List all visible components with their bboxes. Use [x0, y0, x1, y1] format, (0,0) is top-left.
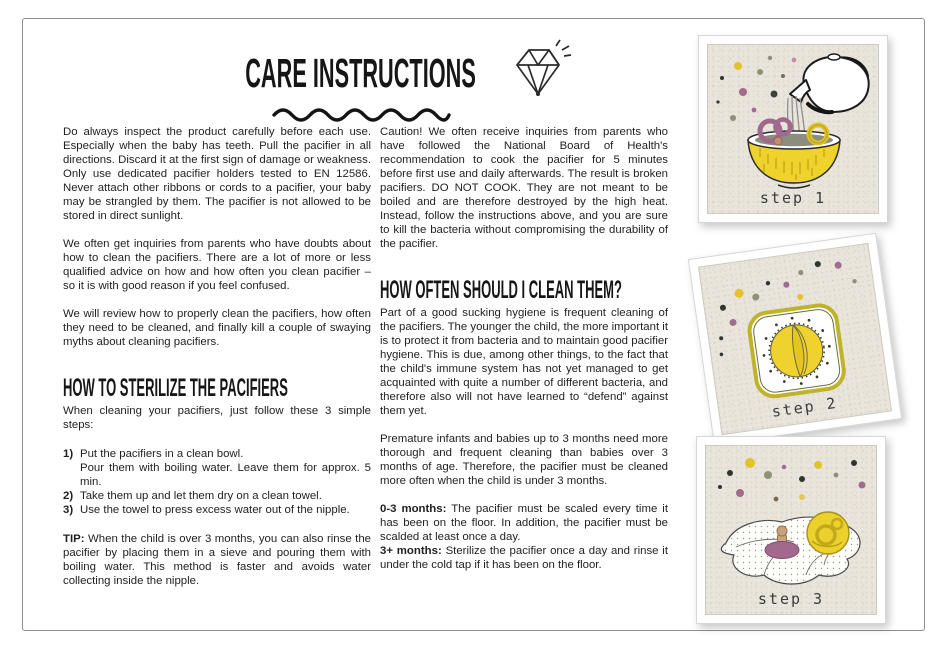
kettle [790, 54, 869, 112]
middle-column [380, 125, 668, 572]
list-item: 3) Use the towel to press excess water out of the nipple. [63, 504, 350, 516]
list-item: 2) Take them up and let them dry on a clean towel. [63, 490, 322, 502]
section-heading-sterilize: HOW TO STERILIZE THE PACIFIERS [63, 374, 288, 402]
sterilize-steps-list [63, 447, 371, 517]
confetti-dots [716, 56, 796, 126]
paragraph-review: We will review how to properly clean the pacifiers, how often they need to be cleaned, and finally kill a couple of swaying myths about cleaning pacifiers. [63, 308, 371, 348]
page-title: CARE INSTRUCTIONS [245, 50, 477, 96]
paragraph-premature: Premature infants and babies up to 3 months need more thorough and frequent cleaning than babies over 3 months of age. Therefore, the pacifier must be cleaned more often when the child is under 3 months. [380, 433, 668, 487]
guideline-3-plus-months: 3+ months: Sterilize the pacifier once a day and rinse it under the cold tap if it has been on the floor. [380, 545, 668, 571]
kitchen-timer [747, 303, 846, 398]
paragraph-inspect: Do always inspect the product carefully before each use. Especially when the baby has teeth. Pull the pacifier in all directions. Discard it at the first sign of damage or weakness. Only use dedicated pacifier holders tested to EN 12586. Never attach other ribbons or cords to a pacifier, your baby may be strangled by them. The pacifier is not allowed to be stored in direct sunlight. [63, 126, 371, 222]
step3-label: step 3 [757, 590, 825, 608]
step3-illustration [705, 445, 877, 615]
leaflet-page [22, 18, 925, 631]
step1-label: step 1 [759, 189, 827, 207]
tip-paragraph: TIP: When the child is over 3 months, you can also rinse the pacifier by placing them in a sieve and pouring them with boiling water. This method is faster and avoids water collecting inside the nipple. [63, 533, 371, 587]
squiggle-underline-icon [269, 103, 454, 123]
step2-label: step 2 [770, 393, 839, 421]
step2-illustration [698, 243, 892, 435]
pacifier-yellow [807, 512, 849, 554]
sterilize-intro: When cleaning your pacifiers, just follow these 3 simple steps: [63, 405, 371, 431]
paragraph-inquiries: We often get inquiries from parents who have doubts about how to clean the pacifiers. There are a lot of more or less qualified advice on how and how often you clean pacifier – so it is with good reason if you feel confused. [63, 238, 371, 292]
guideline-0-3-months: 0-3 months: The pacifier must be scaled every time it has been on the floor. In addition, the pacifier must be scalded at least once a day. [380, 503, 668, 543]
confetti-dots [718, 458, 866, 501]
step3-card [696, 436, 886, 624]
paragraph-caution: Caution! We often receive inquiries from parents who have followed the National Board of Health's recommendation to cook the pacifier for 5 minutes before first use and daily afterwards. The result is broken pacifiers. DO NOT COOK. They are not meant to be boiled and are therefore destroyed by the high heat. Instead, follow the instructions above, and you are sure to kill the bacteria without compromising the durability of the pacifier. [380, 126, 668, 250]
paragraph-hygiene: Part of a good sucking hygiene is frequent cleaning of the pacifiers. The younger the child, the more important it is to protect it from bacteria and to maintain good pacifier hygiene. This is due, among other things, to the fact that the child's immune system has not yet managed to get acquainted with quite a number of different bacteria, and therefore also will not have learned to “defend” against them yet. [380, 307, 668, 417]
list-item: 1) Put the pacifiers in a clean bowl. Pour them with boiling water. Leave them for approx. 5 min. [63, 448, 371, 488]
step1-illustration [707, 44, 879, 214]
towel-pacifiers-icon [706, 446, 876, 614]
left-column [63, 125, 371, 602]
section-heading-how-often: HOW OFTEN SHOULD I CLEAN THEM? [380, 276, 622, 304]
diamond-icon [506, 39, 572, 105]
kettle-bowl-icon [708, 45, 878, 213]
step1-card [698, 35, 888, 223]
step2-card [688, 233, 902, 446]
tip-label: TIP: [63, 533, 85, 545]
